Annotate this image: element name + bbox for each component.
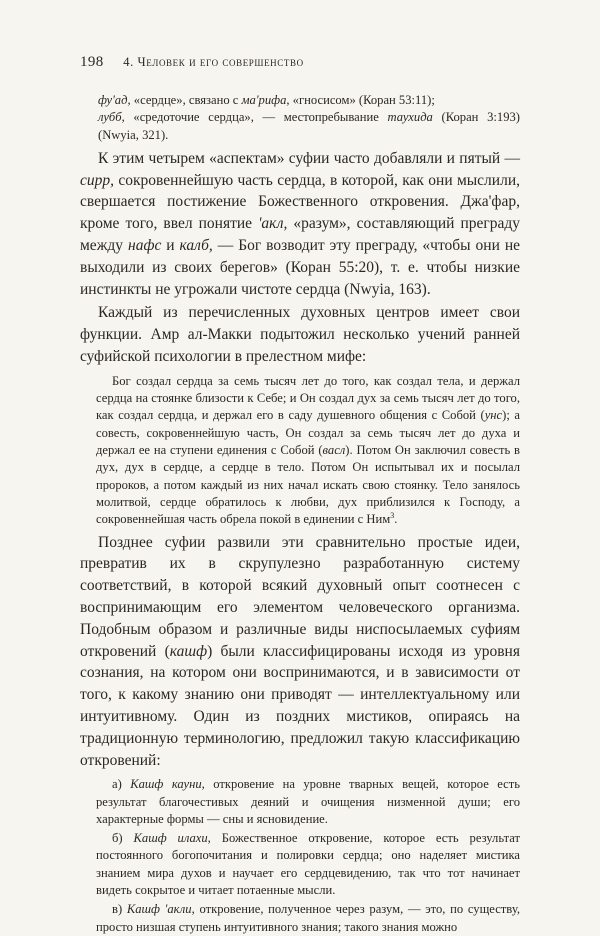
list-item: б) Кашф илахи, Божественное откровение, которое есть результат постоянного богопочитания и полировки сердца; оно наделяет мистика знанием мира духов и научает его сердцевидению, так что тот начинает видеть сокрытое и читает потаенные мысли. [96,831,521,898]
paragraph-later-sufis: Позднее суфии развили эти сравнительно простые идеи, превратив их в скрупулезно разработанную систему соответствий, в которой всякий духовный опыт соотнесен с воспринимающим его элементом человеческого организма. Подобным образом и различные виды ниспосылаемых суфиям откровений (кашф) были классифицированы исходя из уровня сознания, на котором они воспринимаются, и в зависимости от того, к какому знанию они приводят — интеллектуальному или интуитивному. Один из поздних мистиков, опираясь на традиционную терминологию, предложил такую классификацию откровений: [80,533,520,769]
classification-list [80,776,520,936]
list-item: в) Кашф 'акли, откровение, полученное через разум, — это, по существу, просто низшая ступень интуитивного знания; такого знания можно [96,902,520,934]
running-header [80,54,520,72]
paragraph-fifth-aspect: К этим четырем «аспектам» суфии часто добавляли и пятый — сирр, сокровеннейшую часть сердца, в которой, как они мыслили, свершается постижение Божественного откровения. Джа'фар, кроме того, ввел понятие 'акл, «разум», составляющий преграду между нафс и калб, — Бог возводит эту преграду, «чтобы они не выходили из своих берегов» (Коран 55:20), т. е. чтобы низкие инстинкты не угрожали чистоте сердца (Nwyia, 163). [80,149,521,298]
definition-lubb: лубб, «средоточие сердца», — местопребывание таухида (Коран 3:193) (Nwyia, 321). [98,110,520,142]
term-lubb: лубб, [98,110,125,125]
term-fuad: фу'ад, [98,93,131,107]
page-body [80,92,520,936]
footnote-ref[interactable]: 3 [390,511,395,521]
definition-fuad: фу'ад, «сердце», связано с ма'рифа, «гносисом» (Коран 53:11); [98,93,435,107]
list-item: а) Кашф кауни, откровение на уровне тварных вещей, которое есть результат благочестивых деяний и очищения низменной души; его характерные формы — сны и ясновидение. [96,777,521,826]
block-quote-myth: Бог создал сердца за семь тысяч лет до того, как создал тела, и держал сердца на стоянке близости к Себе; и Он создал дух за семь тысяч лет до того, как создал сердца, и держал его в саду душевного общения с Собой (унс); а совесть, сокровеннейшую часть, Он создал за семь тысяч лет до духа и держал ее на ступени единения с Собой (васл). Потом Он заключил совесть в дух, дух в сердце, а сердце в тело. Потом Он испытывал их и посылал пророков, а потом каждый из них начал искать свою стоянку. Тело занялось молитвой, сердце обратилось к любви, дух приблизился к Господу, а сокровеннейшая часть обрела покой в единении с Ним$^3$. [96,373,521,527]
page-number: 198 [80,54,104,70]
paragraph-spiritual-centers: Каждый из перечисленных духовных центров имеет свои функции. Амр ал-Макки подытожил несколько учений ранней суфийской психологии в прелестном мифе: [80,304,520,366]
running-title: 4. Человек и его совершенство [123,55,304,69]
